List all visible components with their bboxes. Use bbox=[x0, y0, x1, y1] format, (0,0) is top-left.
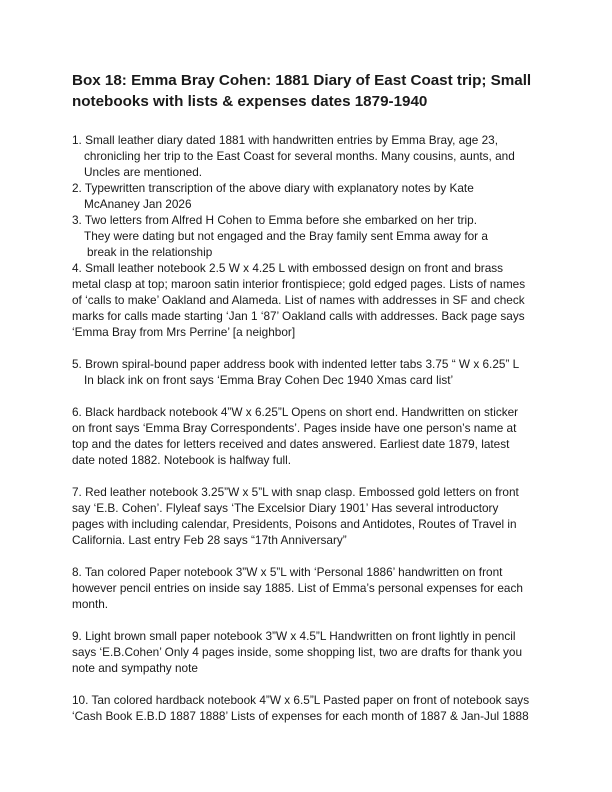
item-6-line-2: on front says ‘Emma Bray Correspondents’. Pages inside have one person’s name at bbox=[72, 421, 517, 435]
item-1-line-1: 1. Small leather diary dated 1881 with handwritten entries by Emma Bray, age 23, bbox=[72, 133, 499, 147]
item-10-line-1: 10. Tan colored hardback notebook 4”W x 6.5”L Pasted paper on front of notebook says bbox=[72, 693, 530, 707]
item-1-line-3: Uncles are mentioned. bbox=[84, 165, 203, 179]
list-item-4 bbox=[72, 260, 546, 340]
item-8-line-1: 8. Tan colored Paper notebook 3”W x 5”L with ‘Personal 1886’ handwritten on front bbox=[72, 565, 503, 579]
item-5-line-1: 5. Brown spiral-bound paper address book with indented letter tabs 3.75 “ W x 6.25” L bbox=[72, 357, 520, 371]
item-4-line-2: metal clasp at top; maroon satin interior frontispiece; gold edged pages. Lists of names bbox=[72, 277, 526, 291]
list-item-9 bbox=[72, 628, 546, 676]
item-8-line-2: however pencil entries on inside say 1885. List of Emma’s personal expenses for each bbox=[72, 581, 523, 595]
title-line-2: notebooks with lists & expenses dates 1879-1940 bbox=[72, 93, 428, 110]
item-6-line-4: date noted 1882. Notebook is halfway full. bbox=[72, 453, 292, 467]
item-4-line-4: marks for calls made starting ‘Jan 1 ‘87’ Oakland calls with addresses. Back page says bbox=[72, 309, 525, 323]
list-item-7 bbox=[72, 484, 546, 548]
list-item-10 bbox=[72, 692, 546, 724]
item-4-line-5: ‘Emma Bray from Mrs Perrine’ [a neighbor] bbox=[72, 325, 296, 339]
item-list bbox=[72, 132, 546, 724]
document-page bbox=[72, 70, 546, 724]
item-4-line-1: 4. Small leather notebook 2.5 W x 4.25 L with embossed design on front and brass bbox=[72, 261, 504, 275]
list-item-5 bbox=[72, 356, 546, 388]
list-item-3 bbox=[72, 212, 546, 260]
title-line-1: Box 18: Emma Bray Cohen: 1881 Diary of East Coast trip; Small bbox=[72, 72, 532, 89]
item-7-line-3: pages with including calendar, Presidents, Poisons and Antidotes, Routes of Travel in bbox=[72, 517, 517, 531]
item-3-line-3: break in the relationship bbox=[87, 245, 213, 259]
item-7-line-2: say ‘E.B. Cohen’. Flyleaf says ‘The Excelsior Diary 1901’ Has several introductory bbox=[72, 501, 499, 515]
list-item-1 bbox=[72, 132, 546, 180]
item-3-line-1: 3. Two letters from Alfred H Cohen to Emma before she embarked on her trip. bbox=[72, 213, 477, 227]
list-item-8 bbox=[72, 564, 546, 612]
item-9-line-3: note and sympathy note bbox=[72, 661, 198, 675]
item-7-line-1: 7. Red leather notebook 3.25”W x 5”L with snap clasp. Embossed gold letters on front bbox=[72, 485, 519, 499]
item-7-line-4: California. Last entry Feb 28 says “17th Anniversary” bbox=[72, 533, 347, 547]
item-1-line-2: chronicling her trip to the East Coast for several months. Many cousins, aunts, and bbox=[84, 149, 515, 163]
item-4-line-3: of ‘calls to make’ Oakland and Alameda. List of names with addresses in SF and check bbox=[72, 293, 525, 307]
item-8-line-3: month. bbox=[72, 597, 109, 611]
item-9-line-1: 9. Light brown small paper notebook 3”W x 4.5”L Handwritten on front lightly in pencil bbox=[72, 629, 516, 643]
item-6-line-1: 6. Black hardback notebook 4”W x 6.25”L Opens on short end. Handwritten on sticker bbox=[72, 405, 519, 419]
item-2-line-1: 2. Typewritten transcription of the above diary with explanatory notes by Kate bbox=[72, 181, 474, 195]
item-9-line-2: says ‘E.B.Cohen’ Only 4 pages inside, some shopping list, two are drafts for thank you bbox=[72, 645, 523, 659]
item-5-line-2: In black ink on front says ‘Emma Bray Cohen Dec 1940 Xmas card list’ bbox=[84, 373, 454, 387]
document-title bbox=[72, 70, 546, 112]
item-10-line-2: ‘Cash Book E.B.D 1887 1888’ Lists of expenses for each month of 1887 & Jan-Jul 1888 bbox=[72, 709, 529, 723]
item-6-line-3: top and the dates for letters received and dates answered. Earliest date 1879, latest bbox=[72, 437, 510, 451]
item-2-line-2: McAnaney Jan 2026 bbox=[84, 197, 192, 211]
list-item-6 bbox=[72, 404, 546, 468]
item-3-line-2: They were dating but not engaged and the Bray family sent Emma away for a bbox=[84, 229, 488, 243]
list-item-2 bbox=[72, 180, 546, 212]
